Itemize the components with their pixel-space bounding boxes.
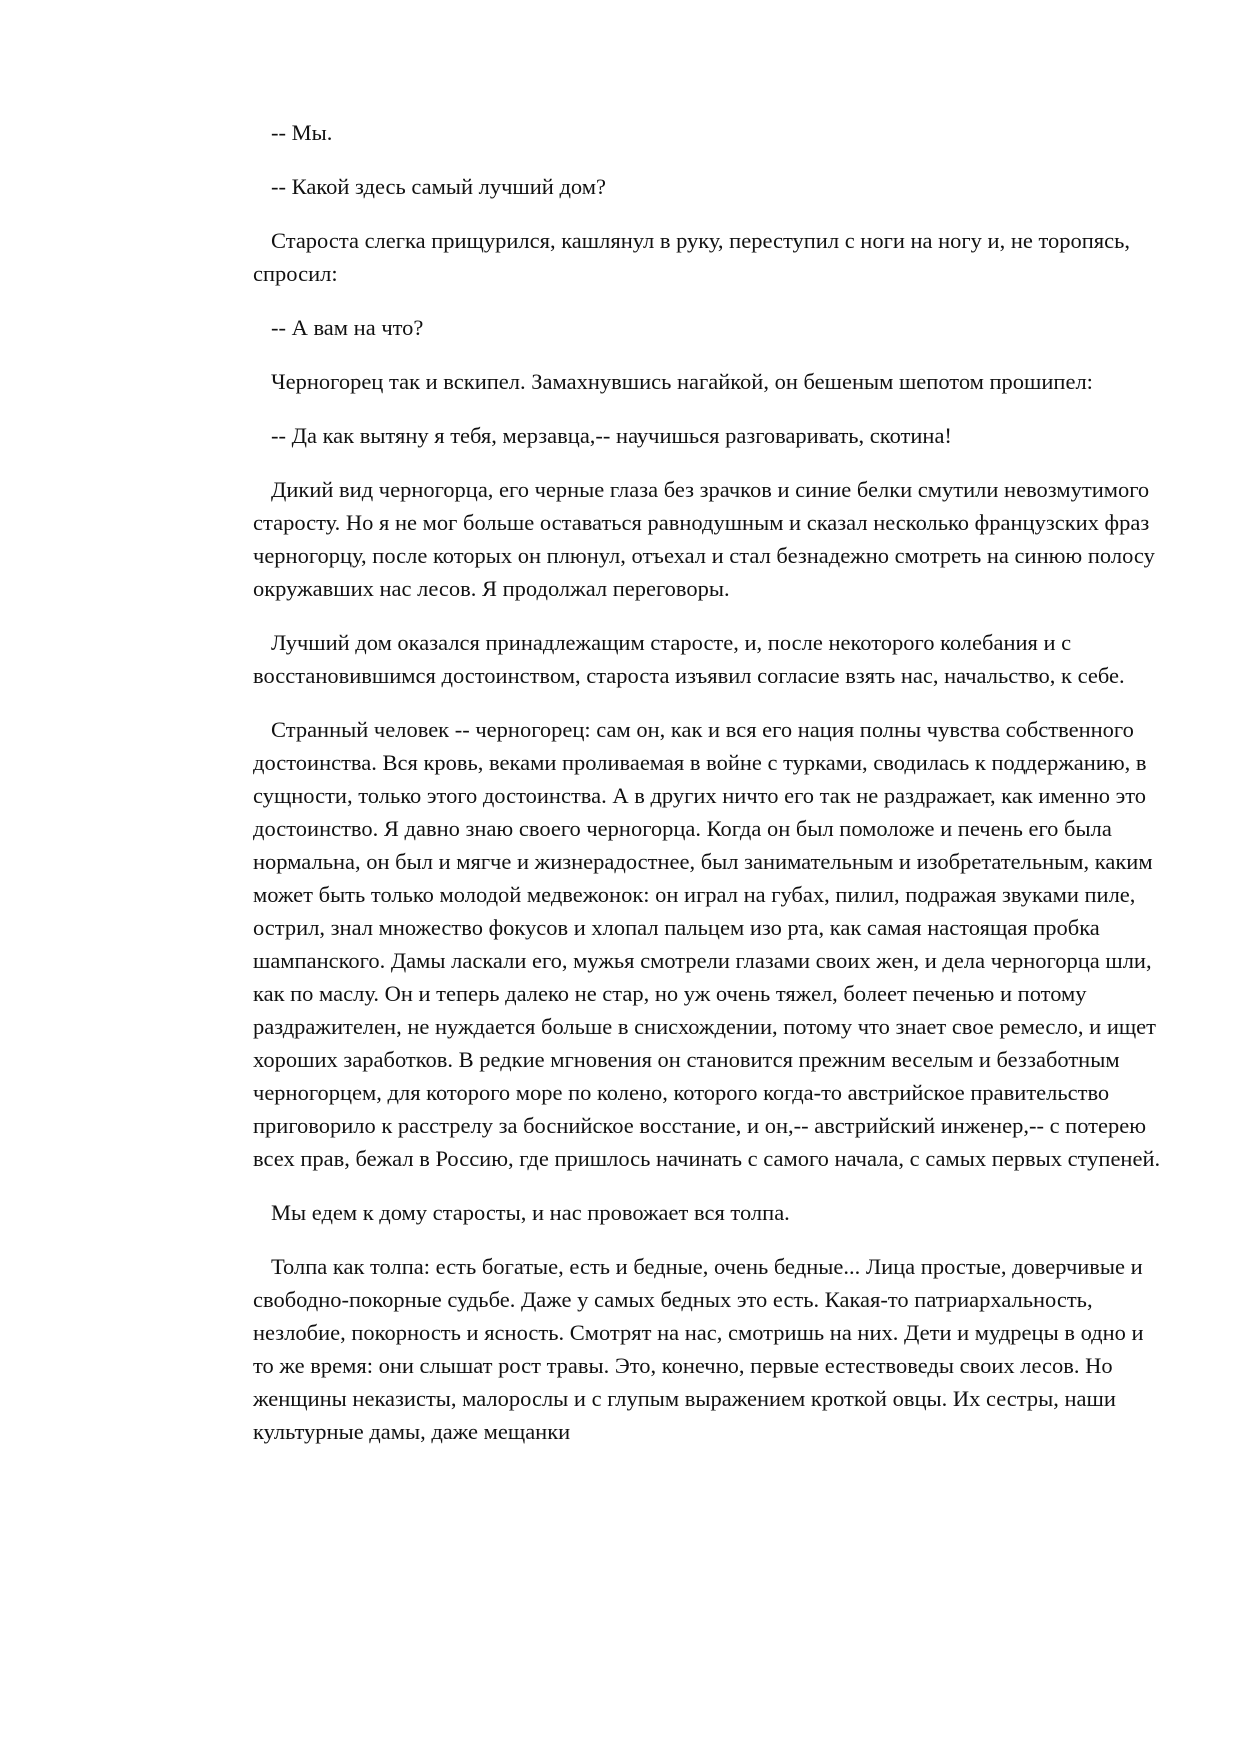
paragraph: Дикий вид черногорца, его черные глаза без зрачков и синие белки смутили невозмутимого старосту. Но я не мог больше оставаться равнодушным и сказал несколько французских фраз черногорцу, после которых он плюнул, отъехал и стал безнадежно смотреть на синюю полосу окружавших нас лесов. Я продолжал переговоры. — [253, 477, 1155, 601]
paragraph: -- А вам на что? — [271, 315, 424, 340]
paragraph: Староста слегка прищурился, кашлянул в руку, переступил с ноги на ногу и, не торопясь, спросил: — [253, 228, 1131, 286]
paragraph: -- Какой здесь самый лучший дом? — [271, 174, 606, 199]
paragraph: -- Мы. — [271, 120, 333, 145]
paragraph: Мы едем к дому старосты, и нас провожает вся толпа. — [271, 1200, 790, 1225]
paragraph: -- Да как вытяну я тебя, мерзавца,-- научишься разговаривать, скотина! — [271, 423, 952, 448]
paragraph: Лучший дом оказался принадлежащим старосте, и, после некоторого колебания и с восстановившимся достоинством, староста изъявил согласие взять нас, начальство, к себе. — [253, 630, 1125, 688]
paragraph: Черногорец так и вскипел. Замахнувшись нагайкой, он бешеным шепотом прошипел: — [271, 369, 1093, 394]
paragraph: Толпа как толпа: есть богатые, есть и бедные, очень бедные... Лица простые, доверчивые и свободно-покорные судьбе. Даже у самых бедных это есть. Какая-то патриархальность, незлобие, покорность и ясность. Смотрят на нас, смотришь на них. Дети и мудрецы в одно и то же время: они слышат рост травы. Это, конечно, первые естествоведы своих лесов. Но женщины неказисты, малорослы и с глупым выражением кроткой овцы. Их сестры, наши культурные дамы, даже мещанки — [253, 1254, 1144, 1444]
document-body — [253, 116, 1163, 1469]
paragraph: Странный человек -- черногорец: сам он, как и вся его нация полны чувства собственного достоинства. Вся кровь, веками проливаемая в войне с турками, сводилась к поддержанию, в сущности, только этого достоинства. А в других ничто его так не раздражает, как именно это достоинство. Я давно знаю своего черногорца. Когда он был помоложе и печень его была нормальна, он был и мягче и жизнерадостнее, был занимательным и изобретательным, каким может быть только молодой медвежонок: он играл на губах, пилил, подражая звуками пиле, острил, знал множество фокусов и хлопал пальцем изо рта, как самая настоящая пробка шампанского. Дамы ласкали его, мужья смотрели глазами своих жен, и дела черногорца шли, как по маслу. Он и теперь далеко не стар, но уж очень тяжел, болеет печенью и потому раздражителен, не нуждается больше в снисхождении, потому что знает свое ремесло, и ищет хороших заработков. В редкие мгновения он становится прежним веселым и беззаботным черногорцем, для которого море по колено, которого когда-то австрийское правительство приговорило к расстрелу за боснийское восстание, и он,-- австрийский инженер,-- с потерею всех прав, бежал в Россию, где пришлось начинать с самого начала, с самых первых ступеней. — [253, 717, 1161, 1171]
